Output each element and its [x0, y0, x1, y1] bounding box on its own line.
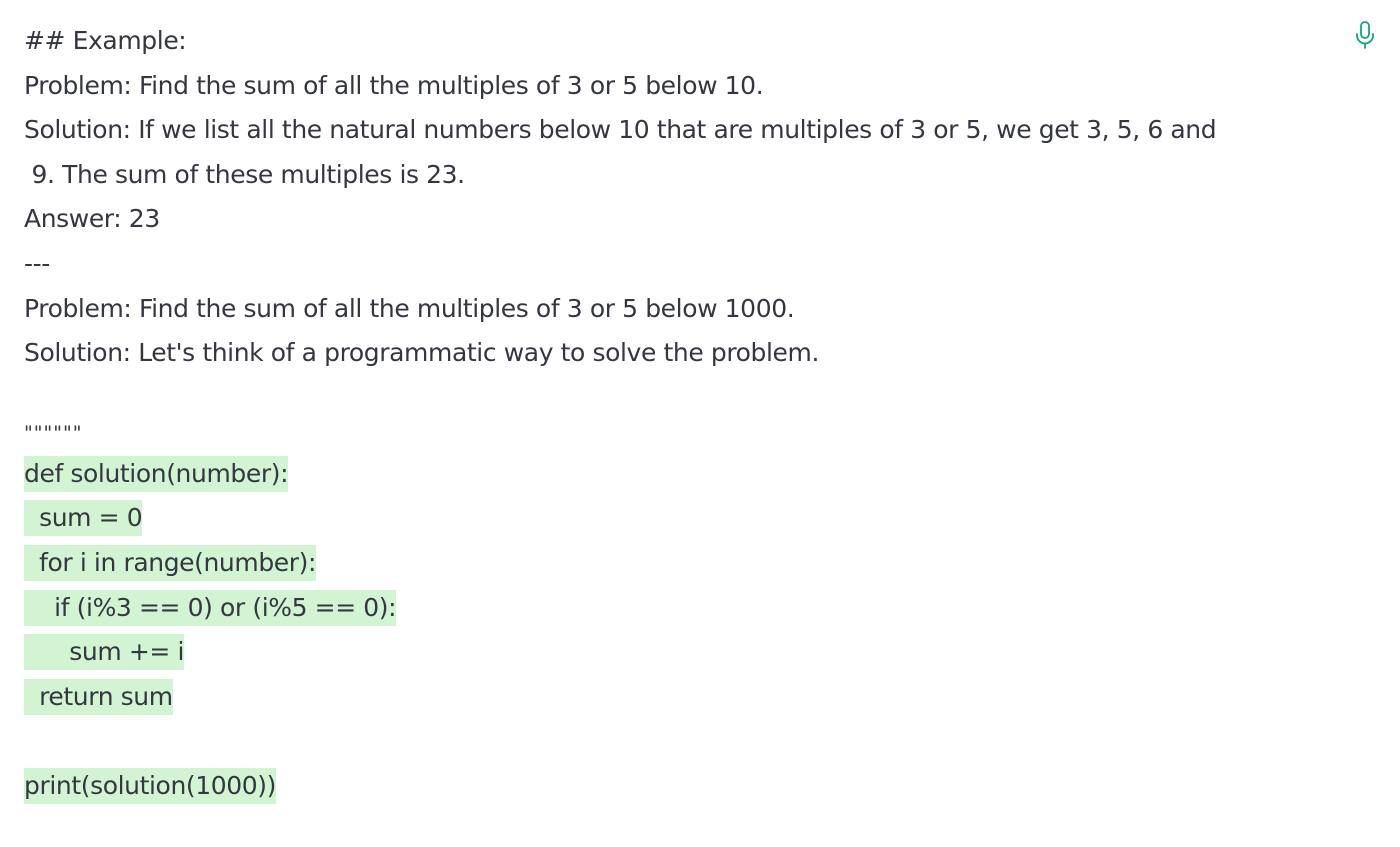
prompt-line-docstring-quotes: """""" — [24, 421, 83, 444]
completion-line — [24, 496, 1354, 541]
completion-text-sum-init: sum = 0 — [24, 500, 142, 536]
completion-text-def: def solution(number): — [24, 456, 288, 492]
completion-line — [24, 586, 1354, 631]
prompt-line-problem-1: Problem: Find the sum of all the multiples of 3 or 5 below 10. — [24, 70, 764, 100]
blank-line — [24, 376, 1354, 414]
prompt-line-solution-1a: Solution: If we list all the natural numbers below 10 that are multiples of 3 or 5, we get 3, 5, 6 and — [24, 115, 1217, 145]
blank-line — [24, 719, 1354, 764]
prompt-line-solution-2: Solution: Let's think of a programmatic way to solve the problem. — [24, 338, 820, 368]
microphone-icon[interactable] — [1353, 20, 1377, 50]
completion-line — [24, 764, 1354, 809]
prompt-line-heading: ## Example: — [24, 26, 187, 55]
completion-text-for-loop: for i in range(number): — [24, 545, 316, 581]
prompt-line-separator: --- — [24, 248, 50, 278]
completion-text-if: if (i%3 == 0) or (i%5 == 0): — [24, 590, 396, 626]
completion-line — [24, 675, 1354, 720]
prompt-line-problem-2: Problem: Find the sum of all the multiples of 3 or 5 below 1000. — [24, 293, 795, 323]
completion-text-sum-add: sum += i — [24, 634, 184, 670]
completion-text-print: print(solution(1000)) — [24, 768, 276, 804]
prompt-line-solution-1b: 9. The sum of these multiples is 23. — [24, 159, 465, 189]
completion-line — [24, 630, 1354, 675]
playground-editor[interactable] — [24, 19, 1354, 809]
completion-line — [24, 452, 1354, 497]
completion-text-return: return sum — [24, 679, 173, 715]
prompt-line-answer-1: Answer: 23 — [24, 204, 160, 234]
completion-line — [24, 541, 1354, 586]
